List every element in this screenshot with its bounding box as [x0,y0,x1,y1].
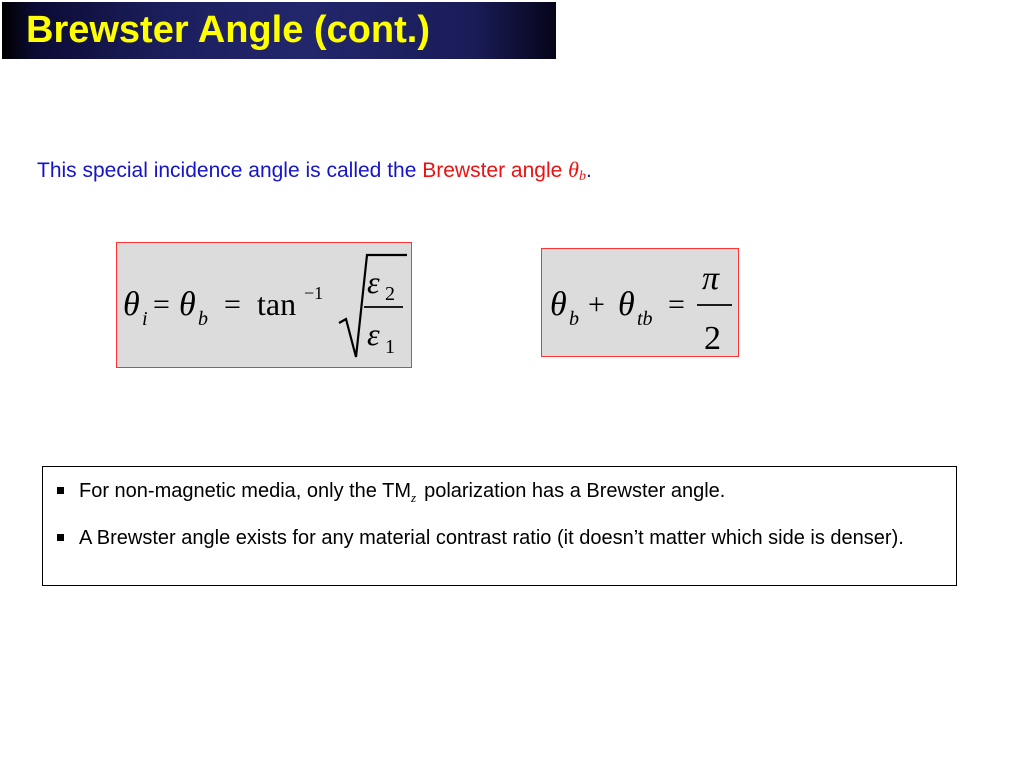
eq2-pi: π [702,260,720,297]
eq2-theta-tb: θ [618,286,635,323]
eq1-tan: tan [257,286,297,322]
eq1-theta-b: θ [179,286,196,323]
intro-sentence [37,156,592,191]
bullet-item [55,523,942,553]
eq1-inverse: −1 [304,283,324,303]
eq1-epsilon-2: ε [367,264,380,300]
eq1-sub-i: i [142,308,148,330]
eq1-epsilon-1: ε [367,316,380,352]
equation-1-svg [117,243,413,369]
eq1-equals-1: = [153,288,170,321]
eq2-sub-b: b [569,308,579,330]
theta-symbol: θ [568,157,579,182]
notes-box [42,466,957,586]
eq2-equals: = [668,288,685,321]
eq2-theta-b: θ [550,286,567,323]
bullet-2-text: A Brewster angle exists for any material contrast ratio (it doesn’t matter which side is denser). [79,527,904,549]
eq1-sub-1: 1 [385,336,395,358]
title-bar [2,2,556,59]
intro-text: This special incidence angle is called the [37,159,423,182]
eq2-plus: + [588,288,605,321]
theta-b-symbol [568,157,586,182]
brewster-angle-term: Brewster angle [422,159,563,182]
square-bullet-icon [57,534,64,541]
eq1-sub-b: b [198,308,208,330]
bullet-1-text-end: polarization has a Brewster angle. [424,480,726,502]
intro-period: . [585,159,592,182]
eq2-two: 2 [704,320,721,357]
bullet-1-text: For non-magnetic media, only the TM [79,480,412,502]
eq1-sub-2: 2 [385,283,395,305]
slide-title: Brewster Angle (cont.) [26,9,430,51]
eq2-sub-tb: tb [637,308,653,330]
square-bullet-icon [57,487,64,494]
equation-2-svg [542,249,740,358]
brewster-angle-equation [116,242,412,368]
complementary-angle-equation [541,248,739,357]
bullet-1-subscript: z [411,490,417,505]
eq1-equals-2: = [224,288,241,321]
eq1-theta-i: θ [123,286,140,323]
theta-subscript: b [578,169,586,184]
bullet-item [55,476,942,513]
